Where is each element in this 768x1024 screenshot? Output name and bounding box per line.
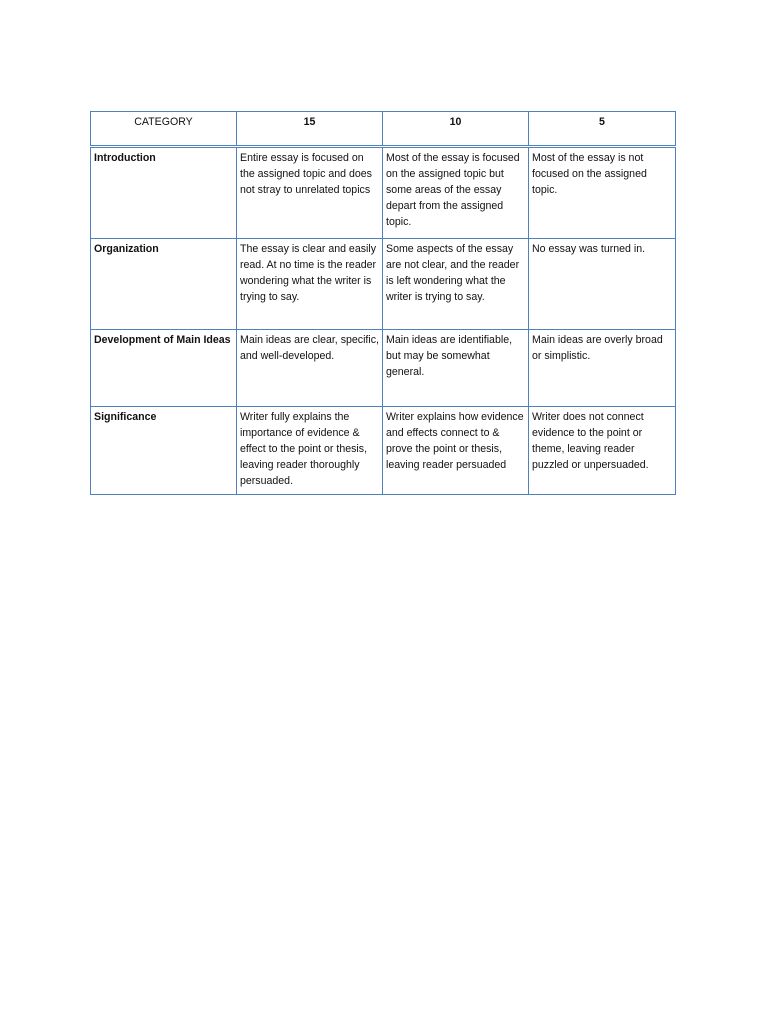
header-score-15: 15: [237, 112, 383, 147]
rubric-table: [90, 111, 676, 495]
header-category: CATEGORY: [91, 112, 237, 147]
category-development-of-main-ideas: Development of Main Ideas: [91, 330, 237, 407]
header-score-10: 10: [383, 112, 529, 147]
introduction-score-15-criteria: Entire essay is focused on the assigned topic and does not stray to unrelated topics: [237, 147, 383, 239]
introduction-score-10-criteria: Most of the essay is focused on the assigned topic but some areas of the essay depart from the assigned topic.: [383, 147, 529, 239]
rubric-header-row: [91, 112, 676, 147]
organization-score-10-criteria: Some aspects of the essay are not clear, and the reader is left wondering what the writer is trying to say.: [383, 239, 529, 330]
category-organization: Organization: [91, 239, 237, 330]
organization-score-5-criteria: No essay was turned in.: [529, 239, 676, 330]
development-score-10-criteria: Main ideas are identifiable, but may be somewhat general.: [383, 330, 529, 407]
introduction-score-5-criteria: Most of the essay is not focused on the assigned topic.: [529, 147, 676, 239]
table-row-introduction: [91, 147, 676, 239]
development-score-15-criteria: Main ideas are clear, specific, and well-developed.: [237, 330, 383, 407]
header-score-5: 5: [529, 112, 676, 147]
category-significance: Significance: [91, 407, 237, 495]
table-row-significance: [91, 407, 676, 495]
significance-score-5-criteria: Writer does not connect evidence to the point or theme, leaving reader puzzled or unpersuaded.: [529, 407, 676, 495]
table-row-organization: [91, 239, 676, 330]
organization-score-15-criteria: The essay is clear and easily read. At no time is the reader wondering what the writer is trying to say.: [237, 239, 383, 330]
table-row-development-of-main-ideas: [91, 330, 676, 407]
significance-score-15-criteria: Writer fully explains the importance of evidence & effect to the point or thesis, leaving reader thoroughly persuaded.: [237, 407, 383, 495]
development-score-5-criteria: Main ideas are overly broad or simplistic.: [529, 330, 676, 407]
category-introduction: Introduction: [91, 147, 237, 239]
significance-score-10-criteria: Writer explains how evidence and effects connect to & prove the point or thesis, leaving reader persuaded: [383, 407, 529, 495]
